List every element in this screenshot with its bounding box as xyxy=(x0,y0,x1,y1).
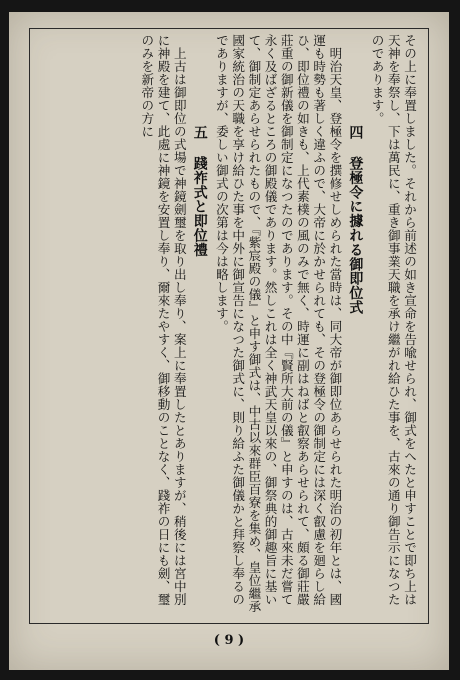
paragraph: その上に奉置しました。それから前述の如き宣命を告喩せられ、御式をへたと申すことで即ち上は天神を奉祭し、下は萬民に、重き御事業天職を承け繼がれ給ひた事を、古來の通り御告示になつたのであります。 xyxy=(369,34,417,606)
paragraph: 上古は御即位の式場で神鏡劍璽を取り出し奉り、案上に奉置したとありますが、稍後には宮中別に神殿を建て、此處に神鏡を安置し奉り、爾來たやすく、御移動のことなく、踐祚の日にも劍、璽のみを新帝の方に xyxy=(139,34,187,606)
page-number: ( 9 ) xyxy=(213,633,245,648)
section-heading xyxy=(187,34,213,618)
body-text xyxy=(39,34,417,618)
section-title: 踐祚式と即位禮 xyxy=(191,156,208,258)
section-number: 五 xyxy=(191,125,208,140)
section-heading xyxy=(342,34,368,618)
paragraph: 明治天皇、登極令を撰修せしめられた當時は、同大帝が御即位あらせられた明治の初年とは、國運も時勢も著しく違ふので、大帝に於かせられても、その登極令の御制定には深く叡慮を廻らし給ひ、即位禮の如きも、上代素樸の風のみで無く、時運に副はねばと叡察あらせられて、頗る御莊嚴莊重の御新儀を御制定になつたのであります。その中『賢所大前の儀』と申すのは、古來未だ嘗て永く及ばざるところの御殿儀であります。然しこれは全く神武天皇以來の、御祭典的御趣旨に基いて、御制定あらせられたもので、『紫宸殿の儀』と申す御式は、中古以來群臣百寮を集め、皇位繼承國家統治の天職を享け給ひた事を中外に御宣告になつた御式に、則り給ふた御儀かと拜察し奉るのでありますが、委しい御式の次第は今は略します。 xyxy=(213,34,343,613)
section-title: 登極令に據れる御即位式 xyxy=(347,156,364,315)
document-page xyxy=(9,12,449,670)
section-number: 四 xyxy=(347,125,364,140)
